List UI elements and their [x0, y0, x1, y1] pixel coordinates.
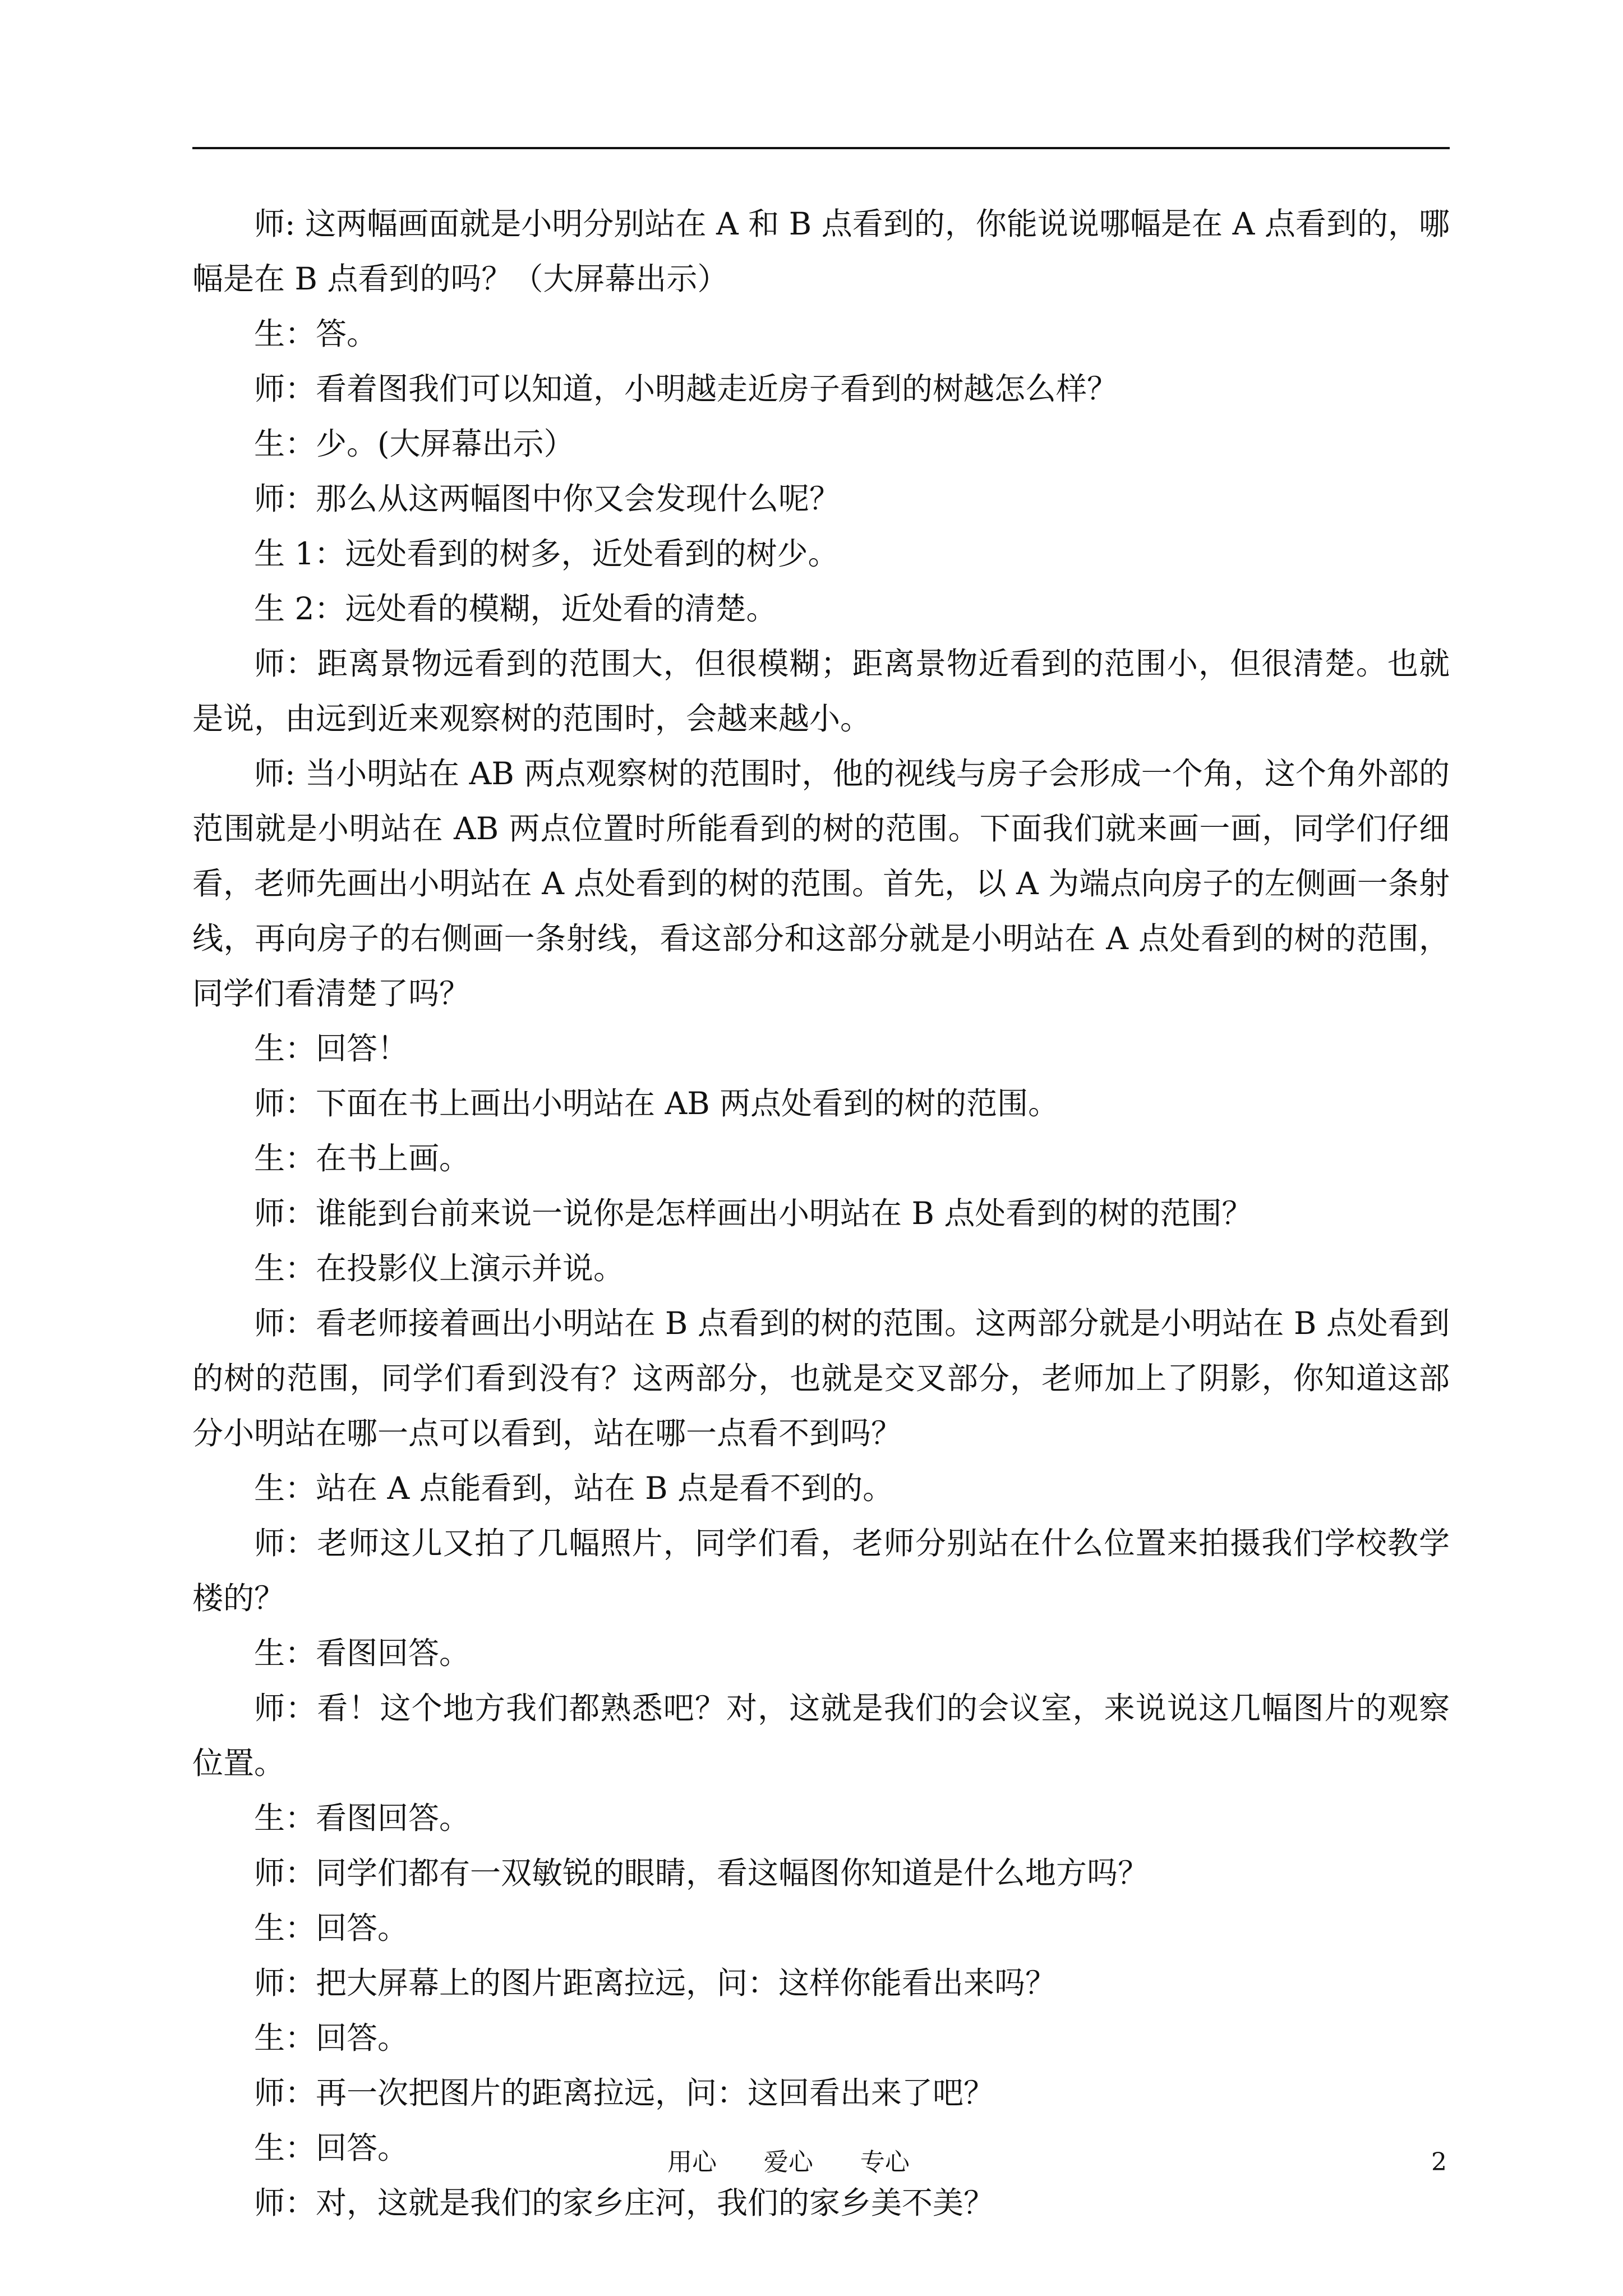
paragraph: 生：回答。 [254, 2020, 409, 2056]
page-number: 2 [1431, 2148, 1447, 2177]
paragraph: 生：少。(大屏幕出示） [254, 426, 575, 462]
paragraph: 师：同学们都有一双敏锐的眼睛，看这幅图你知道是什么地方吗？ [254, 1855, 1149, 1891]
paragraph: 师：老师这儿又拍了几幅照片，同学们看，老师分别站在什么位置来拍摄我们学校教学楼的？ [192, 1525, 1450, 1616]
paragraph: 师：看老师接着画出小明站在 B 点看到的树的范围。这两部分就是小明站在 B 点处看到的树的范围，同学们看到没有？这两部分，也就是交叉部分，老师加上了阴影，你知道这部分小明站在哪一点可以看到，站在哪一点看不到吗？ [192, 1305, 1450, 1451]
paragraph: 师：再一次把图片的距离拉远，问：这回看出来了吧？ [254, 2075, 995, 2111]
paragraph: 生 2：远处看的模糊，近处看的清楚。 [254, 591, 777, 627]
paragraph: 生：看图回答。 [254, 1635, 471, 1671]
paragraph: 师：下面在书上画出小明站在 AB 两点处看到的树的范围。 [254, 1085, 1059, 1121]
paragraph: 生：在书上画。 [254, 1140, 471, 1176]
footer-slogan: 用心 爱心 专心 [667, 2148, 910, 2177]
paragraph: 师：看！这个地方我们都熟悉吧？对，这就是我们的会议室，来说说这几幅图片的观察位置。 [192, 1690, 1450, 1781]
paragraph: 师：把大屏幕上的图片距离拉远，问：这样你能看出来吗？ [254, 1965, 1057, 2001]
body-text [192, 196, 1450, 2230]
paragraph: 生：回答。 [254, 2130, 409, 2166]
paragraph: 生：看图回答。 [254, 1800, 471, 1836]
paragraph: 生：在投影仪上演示并说。 [254, 1250, 625, 1286]
paragraph: 生：站在 A 点能看到，站在 B 点是看不到的。 [254, 1470, 894, 1506]
paragraph: 师: 这两幅画面就是小明分别站在 A 和 B 点看到的，你能说说哪幅是在 A 点看到的，哪幅是在 B 点看到的吗？（大屏幕出示） [192, 206, 1450, 297]
paragraph: 生：回答。 [254, 1910, 409, 1946]
paragraph: 师：谁能到台前来说一说你是怎样画出小明站在 B 点处看到的树的范围？ [254, 1195, 1253, 1231]
paragraph: 生：回答！ [254, 1030, 409, 1066]
paragraph: 生：答。 [254, 316, 378, 352]
paragraph: 师: 当小明站在 AB 两点观察树的范围时，他的视线与房子会形成一个角，这个角外部的范围就是小明站在 AB 两点位置时所能看到的树的范围。下面我们就来画一画，同学们仔细看，老师先画出小明站在 A 点处看到的树的范围。首先，以 A 为端点向房子的左侧画一条射线，再向房子的右侧画一条射线，看这部分和这部分就是小明站在 A 点处看到的树的范围，同学们看清楚了吗？ [192, 756, 1450, 1011]
paragraph: 师：看着图我们可以知道，小明越走近房子看到的树越怎么样？ [254, 371, 1118, 407]
paragraph: 生 1：远处看到的树多，近处看到的树少。 [254, 536, 839, 572]
paragraph: 师：距离景物远看到的范围大，但很模糊；距离景物近看到的范围小，但很清楚。也就是说，由远到近来观察树的范围时，会越来越小。 [192, 646, 1450, 737]
paragraph: 师：对，这就是我们的家乡庄河，我们的家乡美不美？ [254, 2185, 995, 2221]
paragraph: 师：那么从这两幅图中你又会发现什么呢？ [254, 481, 841, 517]
header-rule [192, 147, 1450, 149]
